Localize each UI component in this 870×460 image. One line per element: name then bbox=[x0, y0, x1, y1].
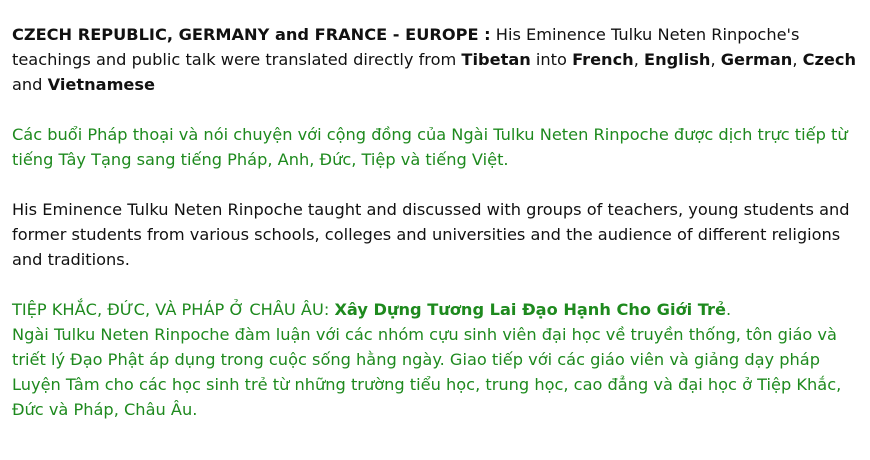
language-german: German bbox=[720, 50, 793, 69]
intro-connector: into bbox=[530, 50, 573, 69]
title-period: . bbox=[726, 300, 732, 319]
separator: , bbox=[710, 50, 721, 69]
intro-connector: and bbox=[12, 75, 48, 94]
document-body bbox=[12, 22, 860, 447]
intro-paragraph-vietnamese: Các buổi Pháp thoại và nói chuyện với cộng đồng của Ngài Tulku Neten Rinpoche được dịch trực tiếp từ tiếng Tây Tạng sang tiếng Pháp, Anh, Đức, Tiệp và tiếng Việt. bbox=[12, 125, 848, 169]
intro-text: His Eminence Tulku Neten Rinpoche's teachings and public talk were translated directly from bbox=[12, 25, 800, 69]
language-english: English bbox=[644, 50, 711, 69]
teaching-paragraph-vietnamese: Ngài Tulku Neten Rinpoche đàm luận với các nhóm cựu sinh viên đại học về truyền thống, tôn giáo và triết lý Đạo Phật áp dụng trong cuộc sống hằng ngày. Giao tiếp với các giáo viên và giảng dạy pháp Luyện Tâm cho các học sinh trẻ từ những trường tiểu học, trung học, cao đẳng và đại học ở Tiệp Khắc, Đức và Pháp, Châu Âu. bbox=[12, 325, 842, 419]
language-tibetan: Tibetan bbox=[461, 50, 531, 69]
language-vietnamese: Vietnamese bbox=[47, 75, 156, 94]
language-french: French bbox=[572, 50, 634, 69]
intro-paragraph-english bbox=[12, 22, 860, 97]
region-heading: CZECH REPUBLIC, GERMANY and FRANCE - EUROPE : bbox=[12, 25, 491, 44]
separator: , bbox=[792, 50, 803, 69]
language-czech: Czech bbox=[802, 50, 857, 69]
separator: , bbox=[633, 50, 645, 69]
vietnamese-title: Xây Dựng Tương Lai Đạo Hạnh Cho Giới Trẻ bbox=[334, 300, 727, 319]
vietnamese-heading-line bbox=[12, 297, 860, 322]
vietnamese-region: TIỆP KHẮC, ĐỨC, VÀ PHÁP Ở CHÂU ÂU: bbox=[12, 300, 335, 319]
teaching-paragraph-english: His Eminence Tulku Neten Rinpoche taught and discussed with groups of teachers, young students and former students from various schools, colleges and universities and the audience of different religions and traditions. bbox=[12, 200, 850, 269]
